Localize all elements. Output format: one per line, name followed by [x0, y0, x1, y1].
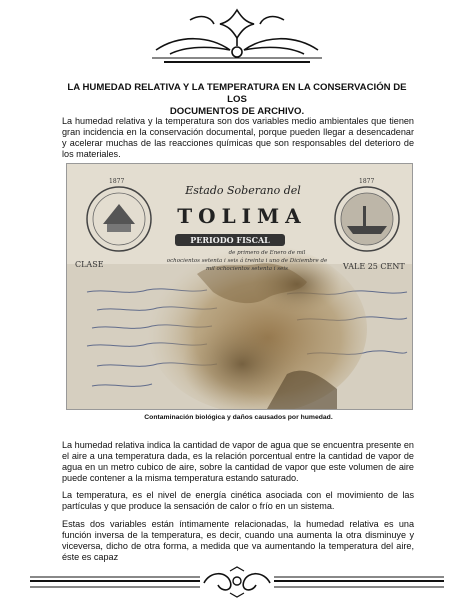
- stamp-line-1: de primero de Enero de mil: [228, 250, 306, 256]
- stamp-class-label: CLASE: [75, 260, 104, 269]
- bottom-ornament-icon: [30, 565, 444, 599]
- document-photo-illustration: [67, 164, 412, 409]
- stamp-year-right: 1877: [359, 178, 375, 185]
- stamp-line-3: mil ochocientos setenta i seis: [206, 266, 288, 272]
- stamp-header: Estado Soberano del: [185, 184, 301, 197]
- stamp-line-2: ochocientos setenta i seis á treinta i uno de Diciembre de: [166, 258, 328, 264]
- stamp-state: TOLIMA: [177, 204, 307, 228]
- paragraph-temperature: La temperatura, es el nivel de energía cinética asociada con el movimiento de las partículas y que produce la sensación de calor o frío en un sistema.: [62, 490, 414, 511]
- title-line-2: DOCUMENTOS DE ARCHIVO.: [169, 106, 305, 117]
- photo-caption: Contaminación biológica y daños causados por humedad.: [144, 414, 333, 421]
- stamp-banner: PERIODO FISCAL: [190, 235, 270, 245]
- paragraph-relative-humidity: La humedad relativa indica la cantidad de vapor de agua que se encuentra presente en el aire a una temperatura dada, es la relación porcentual entre la cantidad de vapor de agua en un metro cubico de aire, sobre la cantidad de vapor que este volumen de aire puede contener a la misma temperatura estando saturado.: [62, 440, 414, 483]
- document-title: [60, 82, 414, 118]
- top-ornament-icon: [150, 6, 324, 68]
- stamp-value-label: VALE 25 CENT: [343, 262, 405, 271]
- paragraph-relationship: Estas dos variables están íntimamente relacionadas, la humedad relativa es una función inversa de la temperatura, es decir, cuando una aumenta la otra disminuye y viceversa, dicho de otra forma, a medida que va aumentando la temperatura del aire, éste es capaz: [62, 519, 414, 562]
- title-line-1: LA HUMEDAD RELATIVA Y LA TEMPERATURA EN LA CONSERVACIÓN DE LOS: [67, 82, 407, 105]
- damaged-document-photo: [66, 163, 413, 410]
- paragraph-intro: La humedad relativa y la temperatura son dos variables medio ambientales que tienen gran incidencia en la conservación documental, porque pueden llegar a desencadenar y acelerar muchas de las reacciones químicas que son responsables del deterioro de los materiales.: [62, 116, 414, 159]
- stamp-year-left: 1877: [109, 178, 125, 185]
